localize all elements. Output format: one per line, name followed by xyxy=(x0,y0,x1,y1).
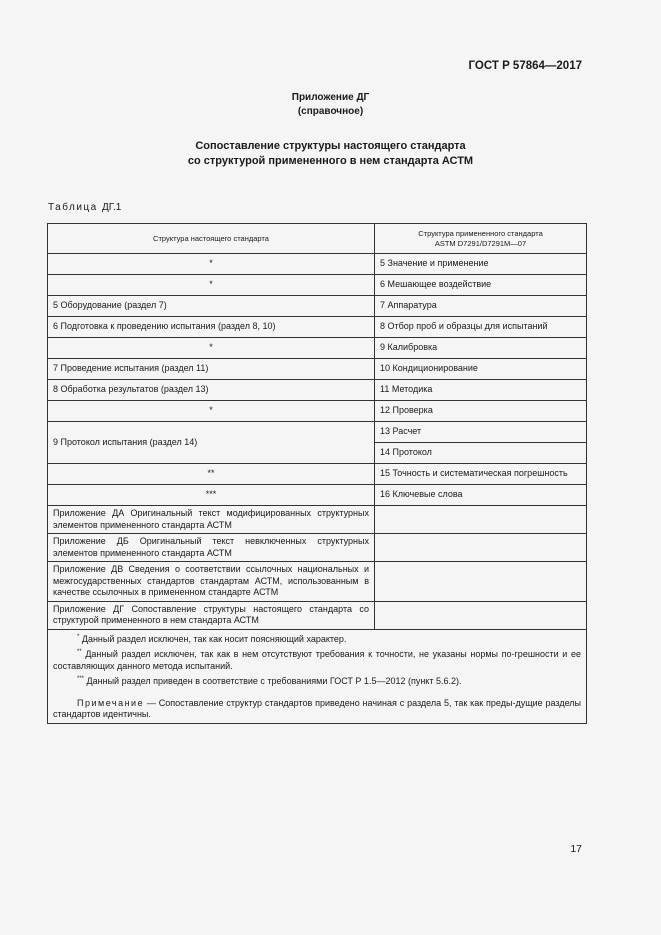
appendix-name: Приложение ДГ xyxy=(291,92,370,103)
footnote-mark: * xyxy=(77,633,80,640)
column-header-applied-line1: Структура примененного стандарта xyxy=(418,228,543,238)
cell-right: 12 Проверка xyxy=(375,401,587,422)
cell-left: Приложение ДГ Сопоставление структуры настоящего стандарта со структурой примененного в нем стандарта АСТМ xyxy=(48,601,375,629)
cell-right xyxy=(375,562,587,602)
footnote xyxy=(53,647,581,672)
table-row xyxy=(48,562,587,602)
cell-right xyxy=(375,506,587,534)
cell-right: 9 Калибровка xyxy=(375,338,587,359)
heading-line-2: со структурой примененного в нем стандарта АСТМ xyxy=(187,155,474,167)
footnotes-cell xyxy=(48,629,587,723)
column-header-applied xyxy=(375,224,587,254)
cell-left: * xyxy=(48,401,375,422)
table-row xyxy=(48,422,587,443)
footnotes-row xyxy=(48,629,587,723)
footnote-text: Данный раздел исключен, так как носит поясняющий характер. xyxy=(81,633,347,644)
cell-left: 5 Оборудование (раздел 7) xyxy=(48,296,375,317)
page-number: 17 xyxy=(570,843,582,855)
footnote-mark: ** xyxy=(77,649,82,655)
table-row xyxy=(48,275,587,296)
cell-left: Приложение ДВ Сведения о соответствии ссылочных национальных и межгосударственных стандартов стандартам АСТМ, использованным в качестве ссылочных в примененном стандарте АСТМ xyxy=(48,562,375,602)
footnote-mark: *** xyxy=(77,676,85,682)
footnote-text: Данный раздел приведен в соответствие с требованиями ГОСТ Р 1.5—2012 (пункт 5.6.2). xyxy=(86,676,462,686)
footnote xyxy=(53,632,581,646)
note-text: — Сопоставление структур стандартов приведено начиная с раздела 5, так как преды-дущие разделы стандартов идентичны. xyxy=(53,697,581,719)
column-header-applied-line2: ASTM D7291/D7291M—07 xyxy=(434,238,527,248)
cell-right: 6 Мешающее воздействие xyxy=(375,275,587,296)
cell-right: 14 Протокол xyxy=(375,443,587,464)
cell-right: 7 Аппаратура xyxy=(375,296,587,317)
section-heading xyxy=(0,139,661,169)
cell-left: * xyxy=(48,275,375,296)
cell-right: 10 Кондиционирование xyxy=(375,359,587,380)
cell-right xyxy=(375,601,587,629)
heading-line-1: Сопоставление структуры настоящего стандарта xyxy=(195,140,466,152)
cell-right: 16 Ключевые слова xyxy=(375,485,587,506)
footnote xyxy=(53,674,581,688)
cell-left: Приложение ДА Оригинальный текст модифицированных структурных элементов примененного стандарта АСТМ xyxy=(48,506,375,534)
column-header-current: Структура настоящего стандарта xyxy=(48,224,375,254)
appendix-title xyxy=(0,91,661,119)
cell-left: * xyxy=(48,338,375,359)
note-label: Примечание xyxy=(77,697,145,708)
cell-left: * xyxy=(48,254,375,275)
structure-comparison-table xyxy=(47,223,587,724)
document-code: ГОСТ Р 57864—2017 xyxy=(468,60,582,72)
appendix-type: (справочное) xyxy=(297,106,364,117)
cell-left: 6 Подготовка к проведению испытания (раздел 8, 10) xyxy=(48,317,375,338)
table-row xyxy=(48,401,587,422)
cell-right xyxy=(375,534,587,562)
table-row xyxy=(48,317,587,338)
table-row xyxy=(48,506,587,534)
cell-right: 15 Точность и систематическая погрешность xyxy=(375,464,587,485)
table-row xyxy=(48,485,587,506)
table-caption-number: ДГ.1 xyxy=(102,202,122,213)
cell-left: 8 Обработка результатов (раздел 13) xyxy=(48,380,375,401)
cell-right: 5 Значение и применение xyxy=(375,254,587,275)
cell-left: Приложение ДБ Оригинальный текст невключенных структурных элементов примененного стандарта АСТМ xyxy=(48,534,375,562)
table-caption-word: Таблица xyxy=(48,202,102,213)
table-row xyxy=(48,534,587,562)
table-header-row xyxy=(48,224,587,254)
table-row xyxy=(48,338,587,359)
table-caption xyxy=(48,202,121,213)
table-row xyxy=(48,380,587,401)
cell-right: 11 Методика xyxy=(375,380,587,401)
table-note xyxy=(53,698,581,721)
table-row xyxy=(48,296,587,317)
table-row xyxy=(48,601,587,629)
table-row xyxy=(48,254,587,275)
table-row xyxy=(48,359,587,380)
table-row xyxy=(48,464,587,485)
cell-left: 9 Протокол испытания (раздел 14) xyxy=(48,422,375,464)
footnote-text: Данный раздел исключен, так как в нем отсутствуют требования к точности, не указаны нормы по-грешности и ее составляющих данного метода испытаний. xyxy=(53,649,581,671)
cell-right: 8 Отбор проб и образцы для испытаний xyxy=(375,317,587,338)
cell-left: *** xyxy=(48,485,375,506)
cell-left: 7 Проведение испытания (раздел 11) xyxy=(48,359,375,380)
cell-right: 13 Расчет xyxy=(375,422,587,443)
cell-left: ** xyxy=(48,464,375,485)
